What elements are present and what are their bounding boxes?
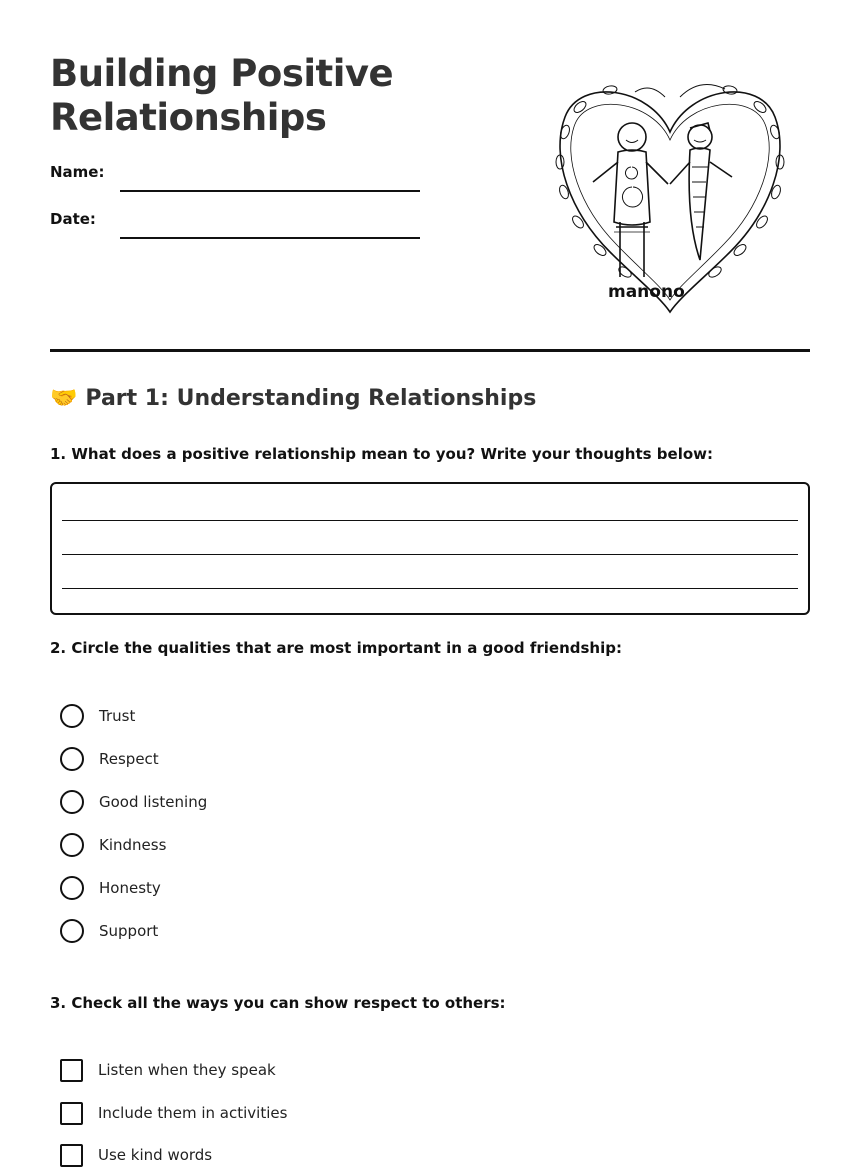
option-label: Honesty — [99, 879, 161, 897]
option-label: Listen when they speak — [98, 1061, 276, 1079]
option-trust[interactable] — [60, 703, 135, 729]
worksheet-title: Building Positive Relationships — [50, 52, 394, 139]
option-good-listening[interactable] — [60, 789, 207, 815]
circle-option[interactable] — [60, 876, 84, 900]
option-label: Use kind words — [98, 1146, 213, 1164]
option-label: Respect — [99, 750, 159, 768]
check-option-listen[interactable] — [60, 1057, 276, 1083]
check-option-include[interactable] — [60, 1100, 287, 1126]
section-title-part1 — [50, 386, 536, 411]
check-option-kind-words[interactable] — [60, 1142, 212, 1168]
question-1: 1. What does a positive relationship mean to you? Write your thoughts below: — [50, 445, 714, 463]
relationship-heart-illustration — [540, 72, 800, 322]
question-3: 3. Check all the ways you can show respect to others: — [50, 994, 506, 1012]
circle-option[interactable] — [60, 704, 84, 728]
option-label: Good listening — [99, 793, 208, 811]
option-label: Kindness — [99, 836, 167, 854]
answer-line[interactable] — [62, 554, 798, 555]
name-line[interactable] — [120, 190, 420, 192]
handshake-icon: 🤝 — [50, 385, 78, 411]
option-label: Include them in activities — [98, 1104, 288, 1122]
option-respect[interactable] — [60, 746, 159, 772]
checkbox[interactable] — [60, 1102, 83, 1125]
option-label: Trust — [99, 707, 136, 725]
section-title-text: Part 1: Understanding Relationships — [85, 386, 537, 411]
circle-option[interactable] — [60, 747, 84, 771]
date-label: Date: — [50, 210, 96, 228]
option-support[interactable] — [60, 918, 158, 944]
circle-option[interactable] — [60, 919, 84, 943]
circle-option[interactable] — [60, 790, 84, 814]
name-label: Name: — [50, 163, 105, 181]
date-line[interactable] — [120, 237, 420, 239]
option-label: Support — [99, 922, 159, 940]
answer-line[interactable] — [62, 588, 798, 589]
option-kindness[interactable] — [60, 832, 166, 858]
date-field[interactable] — [50, 210, 420, 240]
answer-line[interactable] — [62, 520, 798, 521]
checkbox[interactable] — [60, 1059, 83, 1082]
logo-text: manono — [608, 282, 685, 302]
question-2: 2. Circle the qualities that are most important in a good friendship: — [50, 639, 622, 657]
header-divider — [50, 349, 810, 352]
option-honesty[interactable] — [60, 875, 161, 901]
circle-option[interactable] — [60, 833, 84, 857]
checkbox[interactable] — [60, 1144, 83, 1167]
name-field[interactable] — [50, 163, 420, 193]
answer-box[interactable] — [50, 482, 810, 615]
